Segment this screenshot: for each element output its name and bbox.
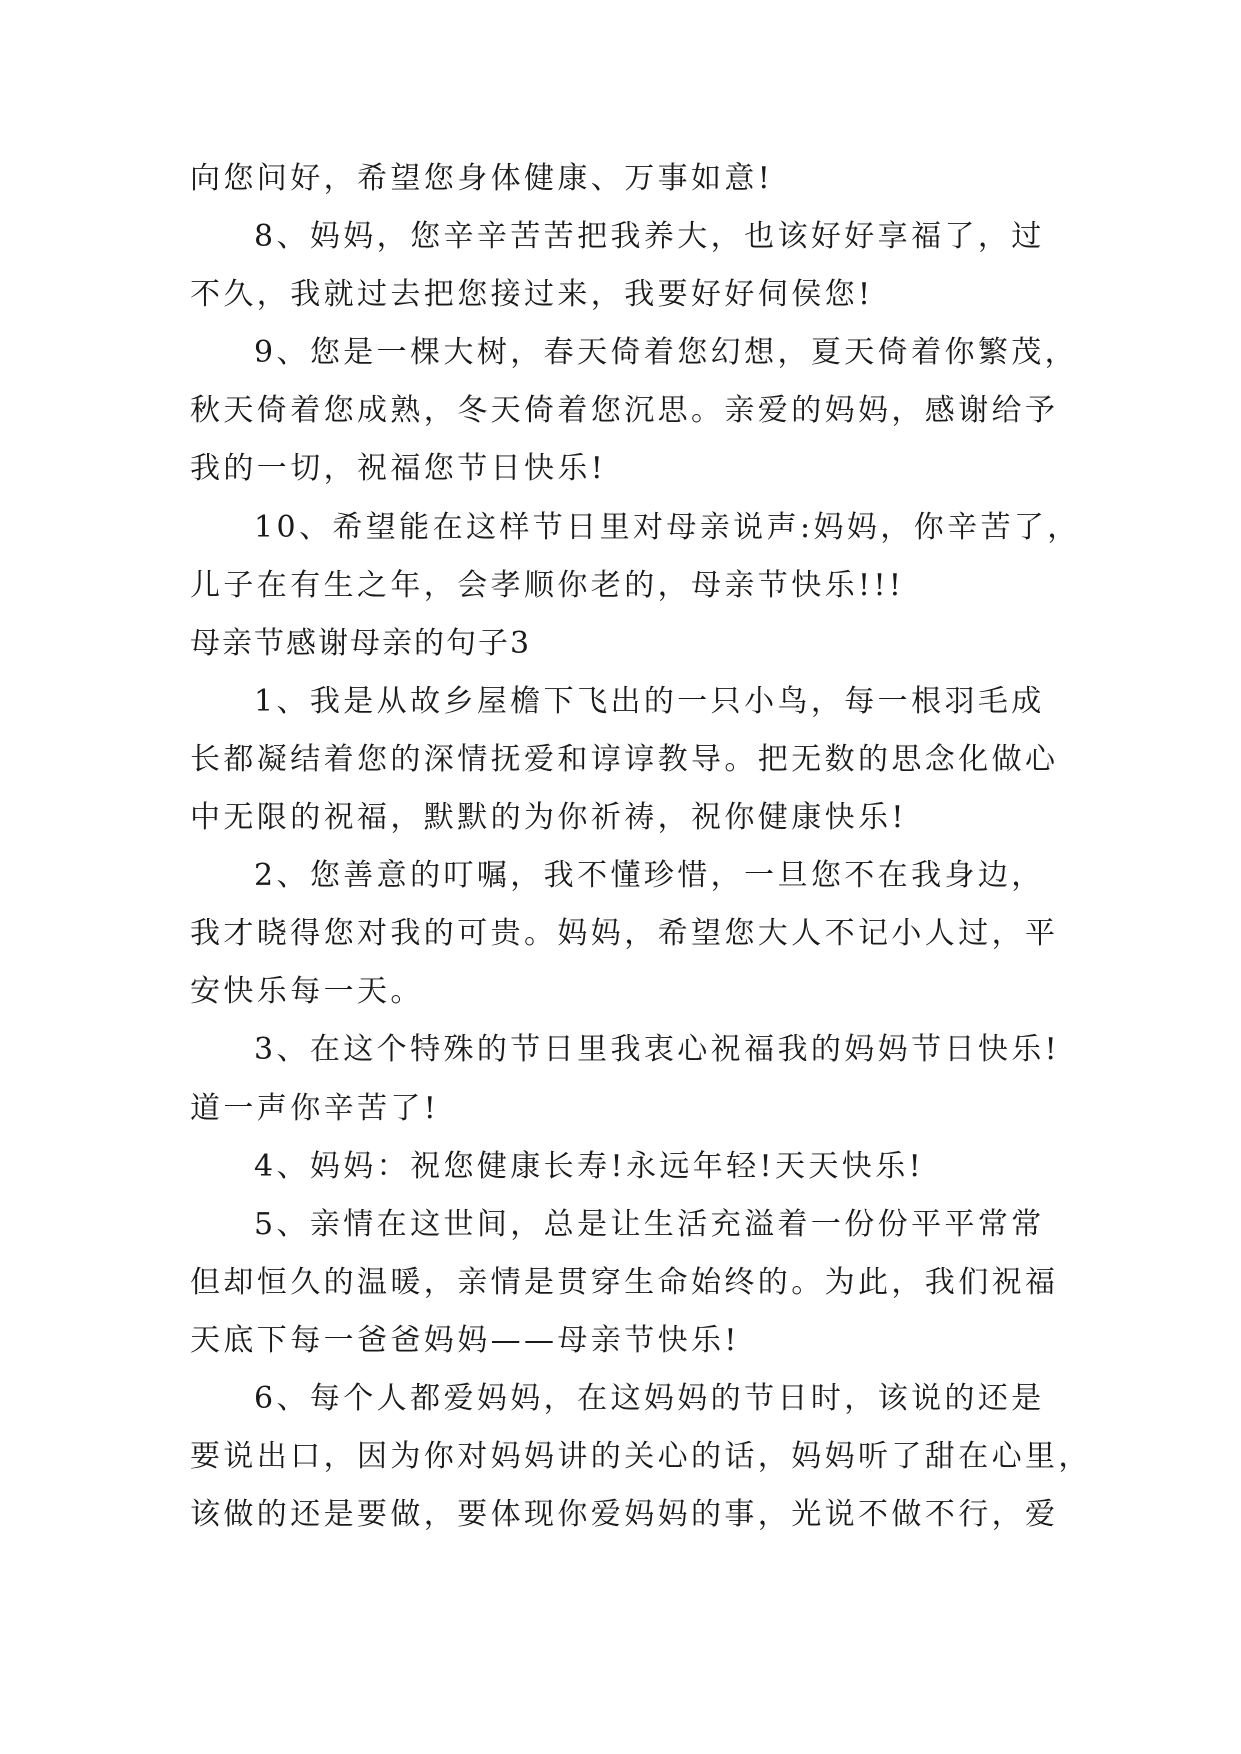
text-line: 但却恒久的温暖，亲情是贯穿生命始终的。为此，我们祝福 <box>190 1264 1059 1300</box>
text-line: 1、我是从故乡屋檐下飞出的一只小鸟，每一根羽毛成 <box>254 683 1045 719</box>
text-line: 5、亲情在这世间，总是让生活充溢着一份份平平常常 <box>254 1206 1045 1242</box>
text-line: 3、在这个特殊的节日里我衷心祝福我的妈妈节日快乐! <box>254 1032 1061 1068</box>
text-line: 10、希望能在这样节日里对母亲说声:妈妈，你辛苦了， <box>254 509 1081 545</box>
document-body <box>190 160 1092 1554</box>
section-heading: 母亲节感谢母亲的句子3 <box>190 625 532 661</box>
text-line: 4、妈妈：祝您健康长寿!永远年轻!天天快乐! <box>254 1148 925 1184</box>
text-line: 该做的还是要做，要体现你爱妈妈的事，光说不做不行，爱 <box>190 1497 1059 1533</box>
text-line: 向您问好，希望您身体健康、万事如意! <box>190 161 774 196</box>
text-line: 我才晓得您对我的可贵。妈妈，希望您大人不记小人过，平 <box>190 916 1059 952</box>
text-line: 天底下每一爸爸妈妈——母亲节快乐! <box>190 1322 740 1358</box>
text-line: 2、您善意的叮嘱，我不懂珍惜，一旦您不在我身边， <box>254 858 1045 894</box>
text-line: 中无限的祝福，默默的为你祈祷，祝你健康快乐! <box>190 800 907 836</box>
text-line: 8、妈妈，您辛辛苦苦把我养大，也该好好享福了，过 <box>254 219 1045 255</box>
text-line: 我的一切，祝福您节日快乐! <box>190 451 607 487</box>
text-line: 6、每个人都爱妈妈，在这妈妈的节日时，该说的还是 <box>254 1380 1045 1416</box>
text-line: 儿子在有生之年，会孝顺你老的，母亲节快乐!!! <box>190 567 905 603</box>
text-line: 要说出口，因为你对妈妈讲的关心的话，妈妈听了甜在心里， <box>190 1439 1092 1475</box>
text-line: 安快乐每一天。 <box>190 974 424 1010</box>
text-line: 秋天倚着您成熟，冬天倚着您沉思。亲爱的妈妈，感谢给予 <box>190 393 1059 429</box>
text-line: 道一声你辛苦了! <box>190 1090 440 1126</box>
text-line: 不久，我就过去把您接过来，我要好好伺侯您! <box>190 277 874 313</box>
text-line: 9、您是一棵大树，春天倚着您幻想，夏天倚着你繁茂， <box>254 335 1079 371</box>
text-line: 长都凝结着您的深情抚爱和谆谆教导。把无数的思念化做心 <box>190 741 1059 777</box>
